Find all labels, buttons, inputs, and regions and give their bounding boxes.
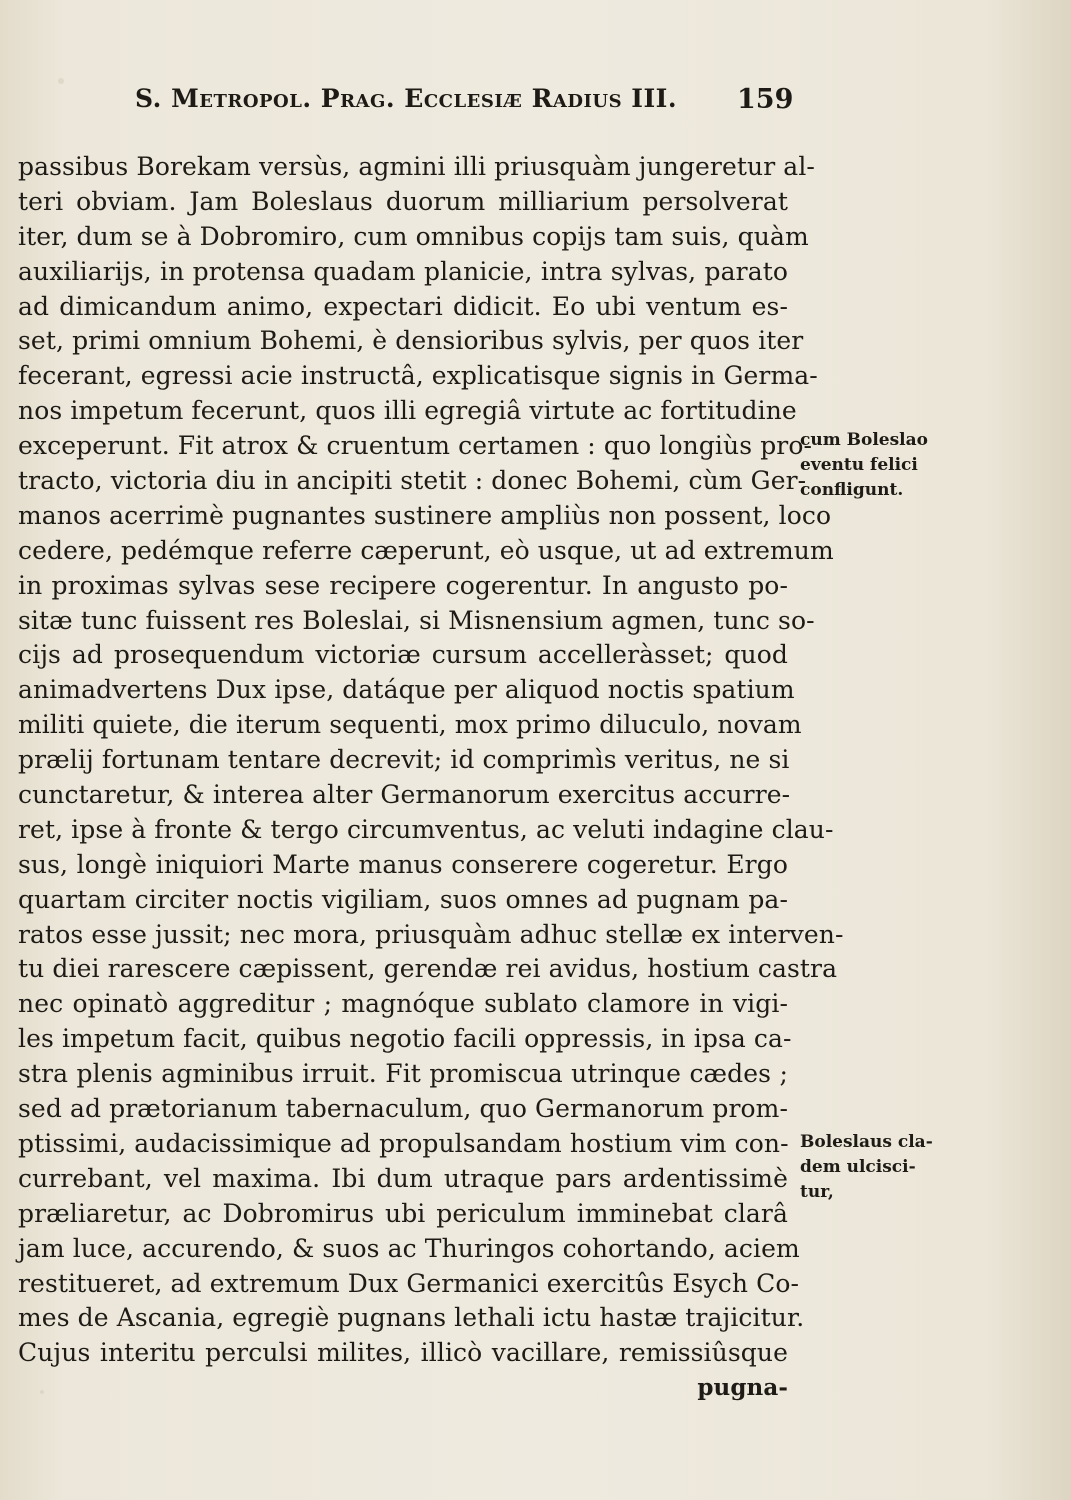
text-line: sus, longè iniquiori Marte manus conserere cogeretur. Ergo <box>18 849 788 879</box>
text-line: passibus Borekam versùs, agmini illi priusquàm jungeretur al- <box>18 152 815 181</box>
text-line: sitæ tunc fuissent res Boleslai, si Misnensium agmen, tunc so- <box>18 605 815 635</box>
text-line: in proximas sylvas sese recipere cogerentur. In angusto po- <box>18 570 788 600</box>
margin-note-line: Boleslaus cla- <box>800 1132 933 1152</box>
margin-note-line: tur, <box>800 1182 834 1202</box>
text-line: les impetum facit, quibus negotio facili oppressis, in ipsa ca- <box>18 1024 792 1054</box>
text-line: quartam circiter noctis vigiliam, suos omnes ad pugnam pa- <box>18 884 788 914</box>
text-line: Cujus interitu perculsi milites, illicò vacillare, remissiûsque <box>18 1338 788 1368</box>
body-text <box>18 150 844 1406</box>
text-line: præliaretur, ac Dobromirus ubi periculum imminebat clarâ <box>18 1198 788 1228</box>
text-line: nec opinatò aggreditur ; magnóque sublato clamore in vigi- <box>18 989 788 1019</box>
text-line: ptissimi, audacissimique ad propulsandam hostium vim con- <box>18 1128 789 1158</box>
text-line: cunctaretur, & interea alter Germanorum exercitus accurre- <box>18 780 791 810</box>
text-line: ad dimicandum animo, expectari didicit. Eo ubi ventum es- <box>18 291 788 321</box>
text-line: tu diei rarescere cæpissent, gerendæ rei avidus, hostium castra <box>18 954 838 984</box>
text-line: cijs ad prosequendum victoriæ cursum accelleràsset; quod <box>18 640 788 670</box>
running-head: S. Metropol. Prag. Ecclesiæ Radius III. <box>135 84 678 113</box>
text-line: prælij fortunam tentare decrevit; id comprimìs veritus, ne si <box>18 745 790 775</box>
text-line: exceperunt. Fit atrox & cruentum certamen : quo longiùs pro- <box>18 431 813 461</box>
text-line: currebant, vel maxima. Ibi dum utraque pars ardentissimè <box>18 1163 788 1193</box>
text-line: ratos esse jussit; nec mora, priusquàm adhuc stellæ ex interven- <box>18 919 844 949</box>
text-line: jam luce, accurendo, & suos ac Thuringos cohortando, aciem <box>18 1233 800 1263</box>
margin-note <box>800 428 970 503</box>
paper-speck <box>58 78 64 84</box>
catchword: pugna- <box>697 1374 788 1402</box>
text-line: restitueret, ad extremum Dux Germanici exercitûs Esych Co- <box>18 1268 800 1298</box>
margin-note-line: dem ulcisci- <box>800 1157 916 1177</box>
page-number: 159 <box>737 84 794 115</box>
margin-note <box>800 1130 970 1205</box>
text-line: cedere, pedémque referre cæperunt, eò usque, ut ad extremum <box>18 535 834 565</box>
text-line: sed ad prætorianum tabernaculum, quo Germanorum prom- <box>18 1094 788 1124</box>
margin-note-line: cum Boleslao <box>800 430 928 450</box>
text-line: tracto, victoria diu in ancipiti stetit : donec Bohemi, cùm Ger- <box>18 466 807 496</box>
text-line: set, primi omnium Bohemi, è densioribus sylvis, per quos iter <box>18 326 804 356</box>
text-line: stra plenis agminibus irruit. Fit promiscua utrinque cædes ; <box>18 1059 788 1089</box>
margin-note-line: confligunt. <box>800 480 904 500</box>
text-line: animadvertens Dux ipse, datáque per aliquod noctis spatium <box>18 675 795 705</box>
text-line: mes de Ascania, egregiè pugnans lethali ictu hastæ trajicitur. <box>18 1303 805 1333</box>
text-line: ret, ipse à fronte & tergo circumventus, ac veluti indagine clau- <box>18 814 834 844</box>
text-line: militi quiete, die iterum sequenti, mox primo diluculo, novam <box>18 710 802 740</box>
text-line: manos acerrimè pugnantes sustinere ampliùs non possent, loco <box>18 500 832 530</box>
text-line: iter, dum se à Dobromiro, cum omnibus copijs tam suis, quàm <box>18 221 809 251</box>
text-line: nos impetum fecerunt, quos illi egregiâ virtute ac fortitudine <box>18 396 797 426</box>
text-line: fecerant, egressi acie instructâ, explicatisque signis in Germa- <box>18 361 818 391</box>
text-line: teri obviam. Jam Boleslaus duorum milliarium persolverat <box>18 186 788 216</box>
margin-note-line: eventu felici <box>800 455 918 475</box>
text-line: auxiliarijs, in protensa quadam planicie, intra sylvas, parato <box>18 256 788 286</box>
